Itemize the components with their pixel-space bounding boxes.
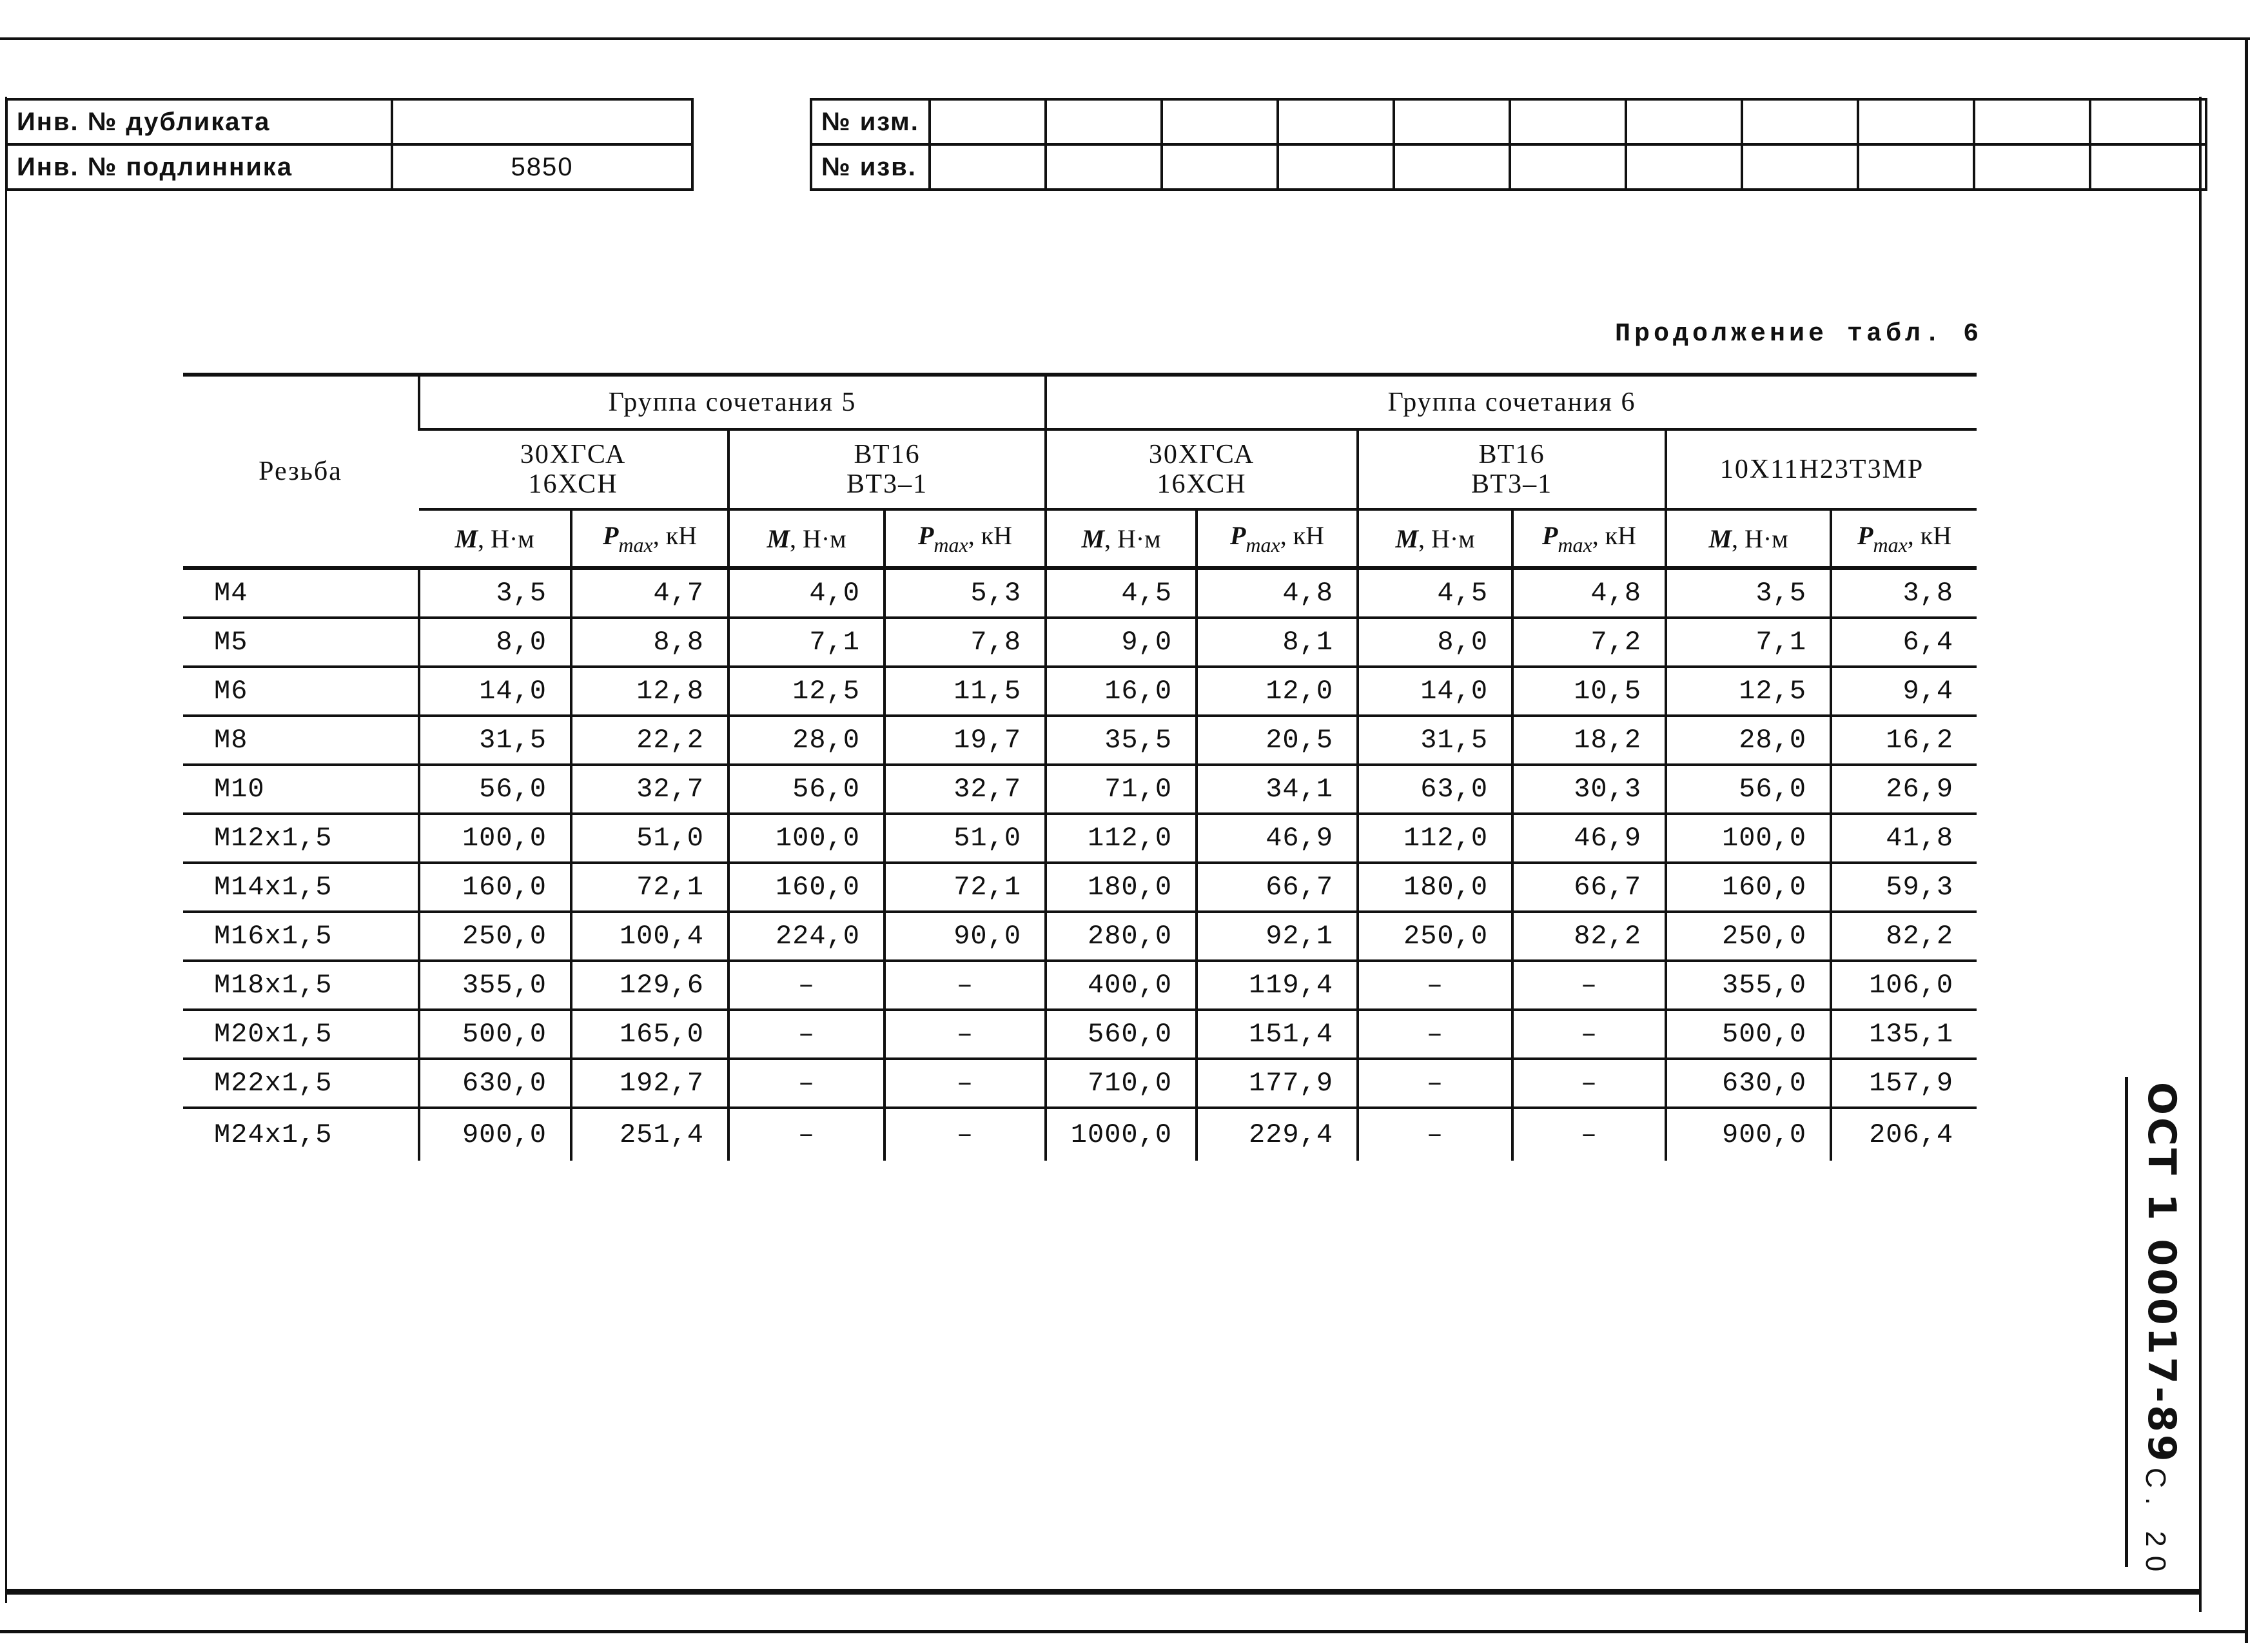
change-label-cell	[811, 99, 930, 144]
force-value-cell: 72,1	[885, 863, 1046, 912]
force-value-cell: 119,4	[1197, 961, 1358, 1010]
torque-value-cell: 28,0	[728, 716, 885, 765]
thread-size-cell: М14х1,5	[183, 863, 419, 912]
torque-value-cell: 400,0	[1046, 961, 1197, 1010]
thread-size-cell: М22х1,5	[183, 1059, 419, 1108]
torque-value-cell: 31,5	[419, 716, 571, 765]
material-header	[1666, 429, 1977, 509]
thread-size-cell: М24х1,5	[214, 1119, 333, 1150]
torque-value-cell: 8,0	[1358, 618, 1512, 667]
force-value-cell: 8,8	[571, 618, 728, 667]
force-symbol: P	[1857, 520, 1873, 550]
table-row	[183, 765, 1977, 814]
torque-value-cell: 31,5	[1358, 716, 1512, 765]
torque-unit-header	[728, 509, 885, 568]
force-value-cell: 30,3	[1512, 765, 1666, 814]
force-value-cell: 90,0	[885, 912, 1046, 961]
torque-value-cell: 900,0	[1666, 1108, 1831, 1161]
table-row	[183, 568, 1977, 618]
thread-size-cell: М18х1,5	[183, 961, 419, 1010]
material-header	[728, 429, 1046, 509]
force-value-cell: –	[1512, 961, 1666, 1010]
force-value-cell: 206,4	[1831, 1108, 1977, 1161]
force-value-cell: 3,8	[1831, 568, 1977, 618]
notice-cell	[930, 144, 1046, 190]
torque-value-cell: –	[1358, 1059, 1512, 1108]
thread-size-cell: М8	[183, 716, 419, 765]
force-value-cell: 26,9	[1831, 765, 1977, 814]
force-value-cell: 4,8	[1512, 568, 1666, 618]
torque-value-cell: 71,0	[1046, 765, 1197, 814]
inner-left-border	[5, 97, 7, 1603]
torque-value-cell: 56,0	[728, 765, 885, 814]
change-cell	[1046, 99, 1162, 144]
torque-value-cell: 280,0	[1046, 912, 1197, 961]
force-symbol: P	[602, 520, 619, 550]
torque-value-cell: 630,0	[419, 1059, 571, 1108]
material-header	[419, 429, 728, 509]
torque-symbol: M	[767, 524, 790, 553]
torque-value-cell: 250,0	[419, 912, 571, 961]
table-row	[183, 618, 1977, 667]
torque-unit: , Н·м	[1732, 524, 1788, 553]
force-value-cell: 251,4	[571, 1108, 728, 1161]
table-row	[183, 814, 1977, 863]
inventory-stamp	[5, 98, 694, 191]
change-stamp	[810, 98, 2207, 191]
material-line: ВТ16	[854, 440, 921, 469]
force-symbol: P	[917, 520, 934, 550]
notice-label-cell	[811, 144, 930, 190]
change-label: № изм.	[821, 107, 919, 136]
force-value-cell: 22,2	[571, 716, 728, 765]
torque-value-cell: 160,0	[1666, 863, 1831, 912]
force-value-cell: 135,1	[1831, 1010, 1977, 1059]
force-unit: , кН	[968, 520, 1013, 550]
torque-value-cell: –	[728, 1108, 885, 1161]
table-continuation-caption: Продолжение табл. 6	[1615, 320, 1983, 349]
force-value-cell: 4,8	[1197, 568, 1358, 618]
notice-cell	[1046, 144, 1162, 190]
torque-unit: , Н·м	[478, 524, 534, 553]
torque-value-cell: 180,0	[1358, 863, 1512, 912]
force-value-cell: –	[885, 1059, 1046, 1108]
notice-cell	[1742, 144, 1858, 190]
force-value-cell: 5,3	[885, 568, 1046, 618]
torque-symbol: M	[1081, 524, 1105, 553]
force-value-cell: 32,7	[571, 765, 728, 814]
torque-value-cell: 560,0	[1046, 1010, 1197, 1059]
material-header	[1358, 429, 1666, 509]
torque-unit: , Н·м	[1104, 524, 1161, 553]
page-number: С. 20	[2140, 1468, 2171, 1581]
material-header	[1046, 429, 1358, 509]
material-line: ВТ3–1	[1471, 469, 1553, 499]
torque-value-cell: 8,0	[419, 618, 571, 667]
force-value-cell: 72,1	[571, 863, 728, 912]
orig-label: Инв. № подлинника	[17, 152, 293, 181]
torque-unit-header	[1358, 509, 1512, 568]
force-value-cell: 4,7	[571, 568, 728, 618]
torque-unit-header	[1666, 509, 1831, 568]
force-value-cell: 106,0	[1831, 961, 1977, 1010]
force-subscript: max	[1558, 533, 1592, 556]
thread-size-cell: М5	[183, 618, 419, 667]
change-cell	[1162, 99, 1278, 144]
thread-torque-table	[183, 373, 1977, 1161]
frame-right-border	[2245, 37, 2248, 1643]
torque-value-cell: 224,0	[728, 912, 885, 961]
force-unit: , кН	[1592, 520, 1637, 550]
force-value-cell: 51,0	[885, 814, 1046, 863]
force-value-cell: 82,2	[1831, 912, 1977, 961]
force-value-cell: 82,2	[1512, 912, 1666, 961]
group-6-header: Группа сочетания 6	[1046, 375, 1977, 429]
torque-value-cell: 160,0	[419, 863, 571, 912]
inner-right-border	[2199, 97, 2202, 1612]
torque-value-cell: 100,0	[419, 814, 571, 863]
force-value-cell: 165,0	[571, 1010, 728, 1059]
thread-size-cell: М16х1,5	[183, 912, 419, 961]
torque-value-cell: 56,0	[1666, 765, 1831, 814]
force-unit: , кН	[1907, 520, 1952, 550]
torque-value-cell: 250,0	[1666, 912, 1831, 961]
torque-value-cell: –	[1358, 1108, 1512, 1161]
table-row	[183, 667, 1977, 716]
torque-value-cell: 16,0	[1046, 667, 1197, 716]
force-value-cell: 19,7	[885, 716, 1046, 765]
force-unit-header	[1831, 509, 1977, 568]
thread-size-cell: М12х1,5	[183, 814, 419, 863]
change-cell	[930, 99, 1046, 144]
force-value-cell: 192,7	[571, 1059, 728, 1108]
force-value-cell: 41,8	[1831, 814, 1977, 863]
torque-symbol: M	[1395, 524, 1419, 553]
change-cell	[1626, 99, 1742, 144]
change-cell	[1510, 99, 1626, 144]
torque-value-cell: 9,0	[1046, 618, 1197, 667]
torque-value-cell: 28,0	[1666, 716, 1831, 765]
force-unit-header	[885, 509, 1046, 568]
force-value-cell: 7,8	[885, 618, 1046, 667]
side-code-rule	[2125, 1077, 2128, 1567]
torque-value-cell: 100,0	[728, 814, 885, 863]
force-value-cell: –	[885, 961, 1046, 1010]
force-value-cell: 129,6	[571, 961, 728, 1010]
torque-value-cell: 160,0	[728, 863, 885, 912]
torque-value-cell: 7,1	[728, 618, 885, 667]
force-value-cell: 9,4	[1831, 667, 1977, 716]
force-unit-header	[1197, 509, 1358, 568]
force-value-cell: 59,3	[1831, 863, 1977, 912]
torque-value-cell: 100,0	[1666, 814, 1831, 863]
force-value-cell: 66,7	[1197, 863, 1358, 912]
change-cell	[1394, 99, 1510, 144]
unit-header-row	[183, 509, 1977, 568]
torque-value-cell: –	[1358, 961, 1512, 1010]
material-line: 16ХСН	[528, 469, 618, 499]
material-line: ВТ3–1	[846, 469, 928, 499]
force-value-cell: 151,4	[1197, 1010, 1358, 1059]
torque-value-cell: 4,0	[728, 568, 885, 618]
document-code: ОСТ 1 00017-89	[2139, 1082, 2184, 1464]
torque-unit-header	[419, 509, 571, 568]
notice-cell	[2090, 144, 2206, 190]
torque-value-cell: 500,0	[1666, 1010, 1831, 1059]
torque-value-cell: 14,0	[1358, 667, 1512, 716]
notice-cell	[1510, 144, 1626, 190]
force-value-cell: 11,5	[885, 667, 1046, 716]
force-value-cell: 100,4	[571, 912, 728, 961]
orig-value: 5850	[392, 144, 692, 190]
dup-label: Инв. № дубликата	[17, 107, 271, 136]
torque-value-cell: 1000,0	[1046, 1108, 1197, 1161]
thread-size-cell: М4	[183, 568, 419, 618]
force-value-cell: 51,0	[571, 814, 728, 863]
thread-column-header: Резьба	[183, 375, 419, 568]
notice-cell	[1858, 144, 1974, 190]
force-subscript: max	[934, 533, 968, 556]
torque-value-cell: 63,0	[1358, 765, 1512, 814]
notice-cell	[1626, 144, 1742, 190]
notice-label: № изв.	[821, 152, 917, 181]
force-value-cell: 12,8	[571, 667, 728, 716]
force-symbol: P	[1229, 520, 1246, 550]
force-value-cell: 46,9	[1197, 814, 1358, 863]
torque-unit: , Н·м	[790, 524, 846, 553]
dup-label-cell	[6, 99, 392, 144]
change-cell	[1974, 99, 2090, 144]
torque-unit: , Н·м	[1418, 524, 1475, 553]
table-row	[183, 912, 1977, 961]
thread-size-cell: М6	[183, 667, 419, 716]
force-value-cell: 8,1	[1197, 618, 1358, 667]
table-row	[183, 1059, 1977, 1108]
table-row	[183, 961, 1977, 1010]
torque-value-cell: –	[728, 961, 885, 1010]
force-value-cell: –	[885, 1108, 1046, 1161]
force-value-cell: –	[1512, 1010, 1666, 1059]
table-row	[183, 716, 1977, 765]
material-line: 30ХГСА	[520, 440, 627, 469]
orig-label-cell	[6, 144, 392, 190]
force-unit-header	[1512, 509, 1666, 568]
change-cell	[1742, 99, 1858, 144]
force-value-cell: 10,5	[1512, 667, 1666, 716]
table-row	[183, 863, 1977, 912]
table-row	[183, 1010, 1977, 1059]
notice-cell	[1162, 144, 1278, 190]
notice-cell	[1974, 144, 2090, 190]
force-unit: , кН	[652, 520, 698, 550]
force-subscript: max	[1873, 533, 1908, 556]
force-value-cell: –	[1512, 1059, 1666, 1108]
table-row	[183, 1108, 1977, 1161]
force-subscript: max	[1246, 533, 1280, 556]
torque-value-cell: 12,5	[1666, 667, 1831, 716]
torque-unit-header	[1046, 509, 1197, 568]
torque-value-cell: 7,1	[1666, 618, 1831, 667]
torque-value-cell: –	[1358, 1010, 1512, 1059]
force-value-cell: 20,5	[1197, 716, 1358, 765]
torque-value-cell: 180,0	[1046, 863, 1197, 912]
force-value-cell: 157,9	[1831, 1059, 1977, 1108]
torque-value-cell: 355,0	[419, 961, 571, 1010]
torque-value-cell: 112,0	[1046, 814, 1197, 863]
torque-value-cell: 112,0	[1358, 814, 1512, 863]
force-value-cell: 32,7	[885, 765, 1046, 814]
torque-value-cell: 630,0	[1666, 1059, 1831, 1108]
torque-value-cell: 35,5	[1046, 716, 1197, 765]
force-value-cell: 92,1	[1197, 912, 1358, 961]
torque-symbol: M	[455, 524, 478, 553]
torque-value-cell: 3,5	[419, 568, 571, 618]
group-5-header: Группа сочетания 5	[419, 375, 1046, 429]
material-line: ВТ16	[1478, 440, 1545, 469]
torque-value-cell: 4,5	[1046, 568, 1197, 618]
thread-size-cell: М20х1,5	[183, 1010, 419, 1059]
torque-value-cell: 4,5	[1358, 568, 1512, 618]
torque-value-cell: 900,0	[419, 1108, 571, 1161]
force-value-cell: 229,4	[1197, 1108, 1358, 1161]
force-value-cell: 177,9	[1197, 1059, 1358, 1108]
change-cell	[1278, 99, 1394, 144]
change-cell	[2090, 99, 2206, 144]
force-unit-header	[571, 509, 728, 568]
torque-value-cell: 500,0	[419, 1010, 571, 1059]
force-value-cell: 34,1	[1197, 765, 1358, 814]
torque-value-cell: 56,0	[419, 765, 571, 814]
torque-value-cell: 250,0	[1358, 912, 1512, 961]
change-cell	[1858, 99, 1974, 144]
force-value-cell: –	[885, 1010, 1046, 1059]
torque-value-cell: 355,0	[1666, 961, 1831, 1010]
force-value-cell: 18,2	[1512, 716, 1666, 765]
force-value-cell: 6,4	[1831, 618, 1977, 667]
frame-top-border	[0, 37, 2250, 40]
torque-value-cell: 3,5	[1666, 568, 1831, 618]
material-line: 16ХСН	[1157, 469, 1247, 499]
torque-value-cell: 710,0	[1046, 1059, 1197, 1108]
torque-symbol: M	[1708, 524, 1732, 553]
torque-value-cell: 12,5	[728, 667, 885, 716]
torque-value-cell: –	[728, 1059, 885, 1108]
force-value-cell: 16,2	[1831, 716, 1977, 765]
force-value-cell: 46,9	[1512, 814, 1666, 863]
force-value-cell: 12,0	[1197, 667, 1358, 716]
force-symbol: P	[1541, 520, 1558, 550]
force-subscript: max	[618, 533, 653, 556]
inner-bottom-border	[5, 1589, 2200, 1595]
table-body	[183, 568, 1977, 1161]
material-line: 10Х11Н23Т3МР	[1719, 455, 1924, 484]
force-value-cell: –	[1512, 1108, 1666, 1161]
notice-cell	[1278, 144, 1394, 190]
thread-size-cell: М10	[183, 765, 419, 814]
notice-cell	[1394, 144, 1510, 190]
dup-value	[392, 99, 692, 144]
frame-bottom-border	[0, 1630, 2248, 1633]
force-value-cell: 66,7	[1512, 863, 1666, 912]
torque-value-cell: 14,0	[419, 667, 571, 716]
force-unit: , кН	[1280, 520, 1325, 550]
material-line: 30ХГСА	[1148, 440, 1255, 469]
torque-value-cell: –	[728, 1010, 885, 1059]
force-value-cell: 7,2	[1512, 618, 1666, 667]
